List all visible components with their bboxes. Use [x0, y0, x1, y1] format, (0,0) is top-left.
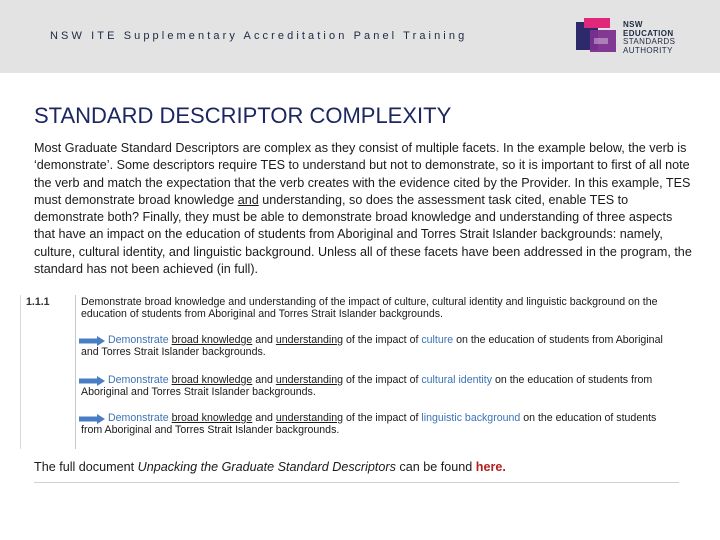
facet-tail: on the education of students from — [492, 374, 653, 386]
footer-doc-title: Unpacking the Graduate Standard Descriptors — [137, 460, 396, 474]
facet-aspect: linguistic background — [421, 412, 521, 424]
facet-2-line-2: Aboriginal and Torres Strait Islander backgrounds. — [81, 386, 316, 398]
footer-note — [34, 460, 506, 474]
body-paragraph — [34, 140, 694, 278]
facet-and: and — [252, 412, 276, 424]
facet-and: and — [252, 374, 276, 386]
facet-1-line-2: and Torres Strait Islander backgrounds. — [81, 346, 266, 358]
excerpt-left-border — [20, 295, 21, 449]
descriptor-line-1: Demonstrate broad knowledge and understanding of the impact of culture, cultural identity and linguistic background on the — [81, 296, 658, 308]
paragraph-part-2: understanding, so does the assessment task cited, enable TES to demonstrate both? Finally, they must be able to demonstrate broad knowledge and understanding of three aspects that have an impact on the education of students from Aboriginal and Torres Strait Islander backgrounds: namely, culture, cultural identity, and linguistic background. Unless all of these facets have been addressed in the program, the standard has not been achieved (in full). — [34, 192, 692, 276]
logo-line-2: EDUCATION — [623, 28, 674, 38]
header-bar — [0, 0, 720, 73]
paragraph-underlined-and: and — [237, 192, 259, 207]
facet-tail: on the education of students — [520, 412, 657, 424]
facet-and: and — [252, 334, 276, 346]
facet-understanding: understanding — [275, 334, 344, 346]
facet-1-line-1 — [108, 334, 663, 346]
facet-3-line-1 — [108, 412, 656, 424]
descriptor-excerpt — [20, 292, 685, 450]
here-link[interactable]: here. — [475, 460, 506, 474]
excerpt-column-divider — [75, 295, 76, 449]
nesa-logo-icon — [576, 16, 620, 60]
facet-knowledge: broad knowledge — [171, 412, 253, 424]
facet-understanding: understanding — [275, 412, 344, 424]
arrow-right-icon — [79, 376, 105, 386]
footer-divider — [34, 482, 679, 483]
facet-2-line-1 — [108, 374, 652, 386]
page-title: STANDARD DESCRIPTOR COMPLEXITY — [34, 103, 452, 128]
header-title: NSW ITE Supplementary Accreditation Panel Training — [50, 30, 468, 42]
facet-aspect: cultural identity — [421, 374, 493, 386]
logo-line-1: NSW — [623, 20, 643, 29]
logo-wordmark — [623, 21, 675, 55]
arrow-right-icon — [79, 336, 105, 346]
descriptor-line-2: education of students from Aboriginal and Torres Strait Islander backgrounds. — [81, 308, 443, 320]
facet-verb: Demonstrate — [108, 334, 169, 346]
logo-line-4: AUTHORITY — [623, 45, 673, 55]
facet-verb: Demonstrate — [108, 374, 169, 386]
facet-verb: Demonstrate — [108, 412, 169, 424]
facet-mid: of the impact of — [343, 412, 422, 424]
facet-knowledge: broad knowledge — [171, 374, 253, 386]
footer-prefix: The full document — [34, 460, 138, 474]
facet-aspect: culture — [421, 334, 454, 346]
facet-knowledge: broad knowledge — [171, 334, 253, 346]
facet-mid: of the impact of — [343, 334, 422, 346]
nesa-logo — [576, 16, 686, 60]
facet-mid: of the impact of — [343, 374, 422, 386]
footer-middle: can be found — [395, 460, 476, 474]
paragraph-part-1: Most Graduate Standard Descriptors are complex as they consist of multiple facets. In the example below, the verb is ‘demonstrate’. Some descriptors require TES to understand but not to demonstrate, so it is important to first of all note the verb and match the expectation that the verb creates with the evidence cited by the Provider. In this example, TES must demonstrate broad knowledge — [34, 141, 691, 207]
logo-line-3: STANDARDS — [623, 37, 676, 47]
facet-understanding: understanding — [275, 374, 344, 386]
facet-3-line-2: from Aboriginal and Torres Strait Islander backgrounds. — [81, 424, 340, 436]
descriptor-number: 1.1.1 — [26, 296, 50, 308]
arrow-right-icon — [79, 414, 105, 424]
facet-tail: on the education of students from Aboriginal — [453, 334, 663, 346]
